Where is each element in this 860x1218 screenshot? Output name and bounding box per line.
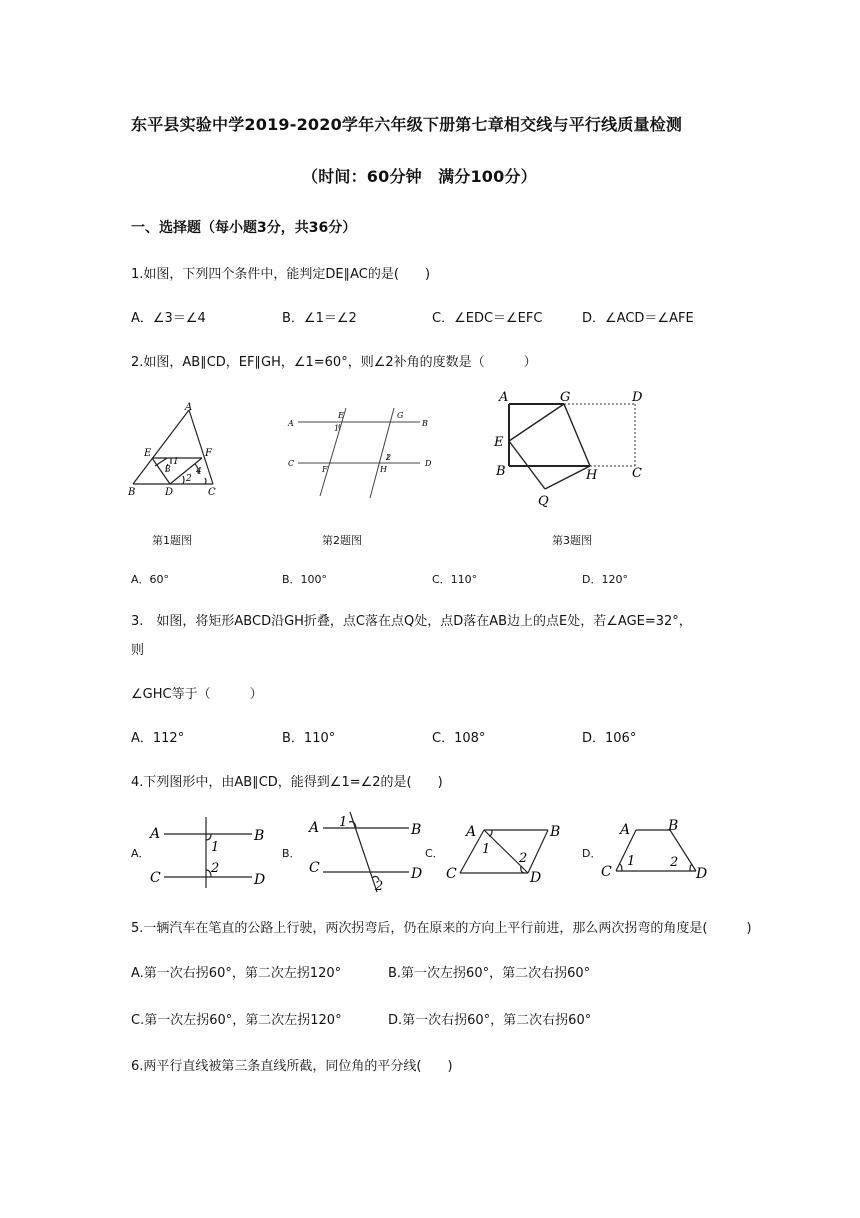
q1-option-b: B．∠1＝∠2 bbox=[282, 311, 357, 326]
q3-stem-line1: 3. 如图，将矩形ABCD沿GH折叠，点C落在点Q处，点D落在AB边上的点E处，若∠AGE=32°， bbox=[131, 614, 692, 629]
fig2-label-g: G bbox=[397, 411, 404, 420]
q4b-label-c: C bbox=[309, 860, 320, 876]
q4a-angle-1: 1 bbox=[211, 840, 220, 855]
q2-option-a: A．60° bbox=[131, 573, 170, 586]
q5-option-b: B.第一次左拐60°，第二次右拐60° bbox=[388, 966, 591, 981]
q2-option-b: B．100° bbox=[282, 573, 328, 586]
q4a-label-b: B bbox=[254, 828, 265, 844]
fig2-angle-1: 1 bbox=[334, 424, 340, 433]
q4c-label-d: D bbox=[530, 870, 542, 884]
figure-2-caption: 第2题图 bbox=[322, 534, 362, 547]
q4a-angle-2: 2 bbox=[211, 861, 220, 876]
fig1-angle-3: 3 bbox=[165, 465, 171, 475]
q3-stem-line3: ∠GHC等于（ ） bbox=[131, 687, 263, 702]
fig3-label-d: D bbox=[632, 390, 643, 405]
fig1-angle-1: 1 bbox=[173, 457, 179, 467]
fig2-label-c: C bbox=[288, 459, 295, 468]
q4d-angle-1: 1 bbox=[627, 854, 636, 869]
q5-stem: 5.一辆汽车在笔直的公路上行驶，两次拐弯后，仍在原来的方向上平行前进，那么两次拐弯的角度是( ) bbox=[131, 921, 752, 936]
figure-1 bbox=[125, 398, 225, 500]
section-heading: 一、选择题（每小题3分，共36分） bbox=[131, 220, 357, 236]
fig2-label-e: E bbox=[338, 411, 344, 420]
q4d-label-d: D bbox=[696, 866, 708, 882]
fig1-label-a: A bbox=[185, 402, 193, 413]
q4d-label-c: C bbox=[601, 864, 612, 880]
fig2-angle-2: 2 bbox=[386, 453, 392, 462]
page-title: 东平县实验中学2019-2020学年六年级下册第七章相交线与平行线质量检测 bbox=[131, 115, 683, 134]
q4-figure-b bbox=[305, 810, 430, 894]
q4b-angle-1: 1 bbox=[339, 815, 348, 830]
q4c-label-c: C bbox=[446, 866, 457, 882]
q3-option-a: A．112° bbox=[131, 731, 185, 746]
q4c-label-b: B bbox=[550, 824, 561, 840]
figure-2 bbox=[282, 402, 442, 502]
q4d-label-b: B bbox=[668, 818, 679, 834]
q4-figure-a bbox=[148, 814, 270, 890]
fig3-label-c: C bbox=[632, 466, 642, 481]
q5-option-c: C.第一次左拐60°，第二次左拐120° bbox=[131, 1013, 342, 1028]
q4a-label-d: D bbox=[254, 872, 266, 888]
q4c-angle-2: 2 bbox=[519, 851, 528, 866]
fig1-label-b: B bbox=[128, 487, 136, 498]
fig2-label-f: F bbox=[322, 465, 328, 474]
q3-stem-line2: 则 bbox=[131, 643, 145, 658]
q1-option-c: C．∠EDC＝∠EFC bbox=[432, 311, 543, 326]
fig2-label-h: H bbox=[380, 465, 387, 474]
q4a-label-a: A bbox=[150, 826, 161, 842]
q4b-label-d: D bbox=[411, 866, 423, 882]
fig3-label-h: H bbox=[586, 468, 598, 483]
q3-option-b: B．110° bbox=[282, 731, 336, 746]
fig3-label-q: Q bbox=[538, 494, 549, 509]
fig3-label-b: B bbox=[496, 464, 506, 479]
q4-stem: 4.下列图形中，由AB∥CD，能得到∠1=∠2的是( ) bbox=[131, 775, 443, 790]
fig3-label-a: A bbox=[499, 390, 509, 405]
q2-stem: 2.如图，AB∥CD，EF∥GH，∠1=60°，则∠2补角的度数是（ ） bbox=[131, 355, 537, 370]
figure-3 bbox=[490, 386, 650, 510]
q4-option-b-letter: B． bbox=[282, 847, 301, 860]
q6-stem: 6.两平行直线被第三条直线所截，同位角的平分线( ) bbox=[131, 1059, 453, 1074]
q4b-angle-2: 2 bbox=[375, 879, 384, 894]
fig3-label-g: G bbox=[560, 390, 571, 405]
q3-option-c: C．108° bbox=[432, 731, 486, 746]
fig2-label-d: D bbox=[425, 459, 432, 468]
fig3-label-e: E bbox=[494, 435, 504, 450]
q4c-label-a: A bbox=[466, 824, 477, 840]
q4-figure-c bbox=[444, 820, 569, 884]
fig2-label-b: B bbox=[422, 419, 428, 428]
q4-figure-d bbox=[598, 818, 718, 884]
q4b-label-a: A bbox=[309, 820, 320, 836]
q4c-angle-1: 1 bbox=[482, 842, 491, 857]
fig1-angle-2: 2 bbox=[186, 474, 192, 484]
fig1-label-f: F bbox=[205, 448, 212, 459]
figure-1-caption: 第1题图 bbox=[152, 534, 192, 547]
q1-option-d: D．∠ACD＝∠AFE bbox=[582, 311, 694, 326]
q3-option-d: D．106° bbox=[582, 731, 637, 746]
q4d-label-a: A bbox=[620, 822, 631, 838]
q4a-label-c: C bbox=[150, 870, 161, 886]
q5-option-d: D.第一次右拐60°，第二次右拐60° bbox=[388, 1013, 592, 1028]
q4b-label-b: B bbox=[411, 822, 422, 838]
q2-option-d: D．120° bbox=[582, 573, 628, 586]
q4d-angle-2: 2 bbox=[670, 855, 679, 870]
q4-option-a-letter: A． bbox=[131, 847, 150, 860]
fig1-angle-4: 4 bbox=[196, 467, 202, 477]
page-subtitle: （时间：60分钟 满分100分） bbox=[302, 167, 537, 186]
fig2-label-a: A bbox=[288, 419, 294, 428]
q4-option-c-letter: C． bbox=[425, 847, 444, 860]
fig1-label-e: E bbox=[144, 448, 152, 459]
fig1-label-d: D bbox=[165, 487, 174, 498]
q2-option-c: C．110° bbox=[432, 573, 478, 586]
q4-option-d-letter: D． bbox=[582, 847, 602, 860]
q5-option-a: A.第一次右拐60°，第二次左拐120° bbox=[131, 966, 342, 981]
figure-3-caption: 第3题图 bbox=[552, 534, 592, 547]
q1-stem: 1.如图，下列四个条件中，能判定DE∥AC的是( ) bbox=[131, 267, 431, 282]
q1-option-a: A．∠3＝∠4 bbox=[131, 311, 206, 326]
fig1-label-c: C bbox=[208, 487, 216, 498]
